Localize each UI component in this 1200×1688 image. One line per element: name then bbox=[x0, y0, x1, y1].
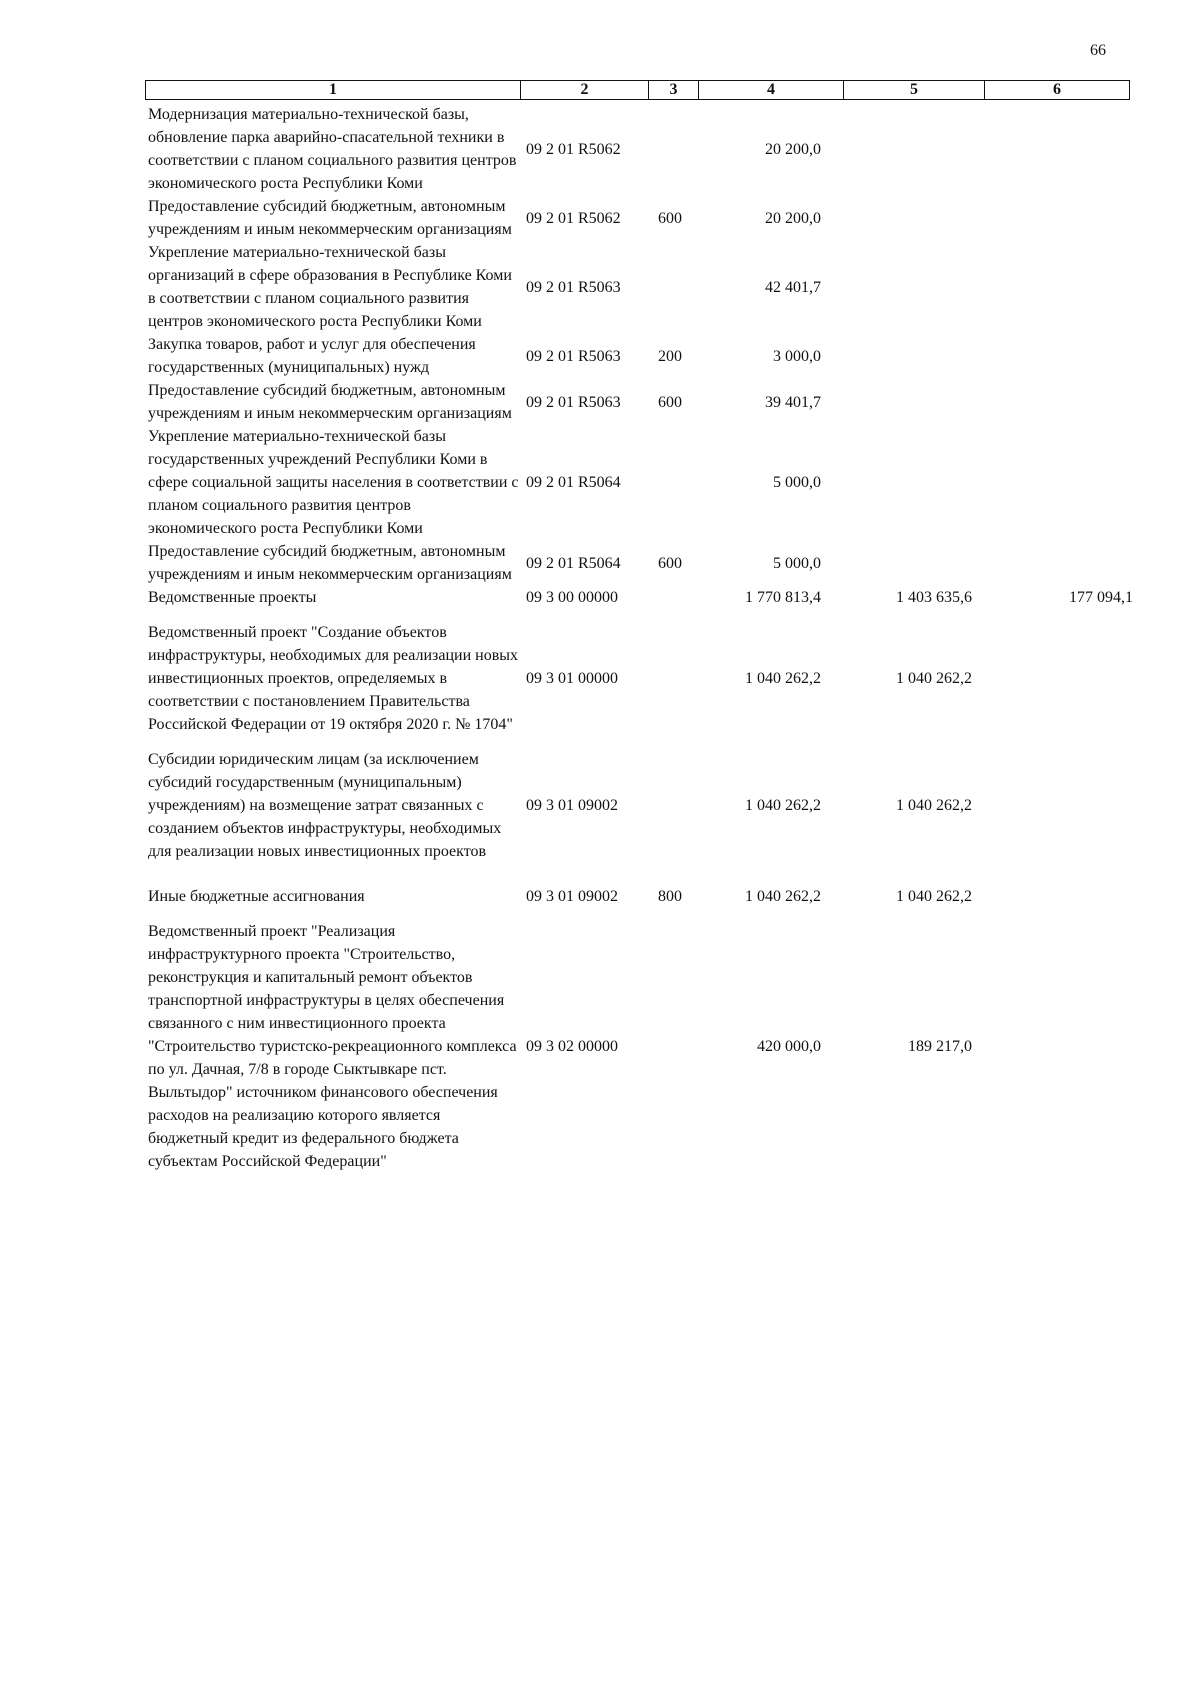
table-row bbox=[148, 540, 1133, 586]
table-row bbox=[148, 920, 1133, 1173]
row-name: Укрепление материально-технической базы государственных учреждений Республики Коми в сфере социальной защиты населения в соответствии с планом социального развития центров экономического роста Республики Коми bbox=[148, 428, 519, 537]
row-col4: 20 200,0 bbox=[765, 209, 821, 227]
row-name: Предоставление субсидий бюджетным, автономным учреждениям и иным некоммерческим организациям bbox=[148, 543, 512, 583]
row-code: 09 2 01 R5064 bbox=[526, 554, 621, 572]
row-name: Ведомственный проект "Создание объектов инфраструктуры, необходимых для реализации новых инвестиционных проектов, определяемых в соответствии с постановлением Правительства Российской Федерации от 19 октября 2020 г. № 1704" bbox=[148, 624, 519, 733]
row-code: 09 2 01 R5062 bbox=[526, 140, 621, 158]
table-row bbox=[148, 586, 1133, 609]
row-col4: 1 040 262,2 bbox=[745, 888, 821, 905]
row-type: 800 bbox=[658, 888, 682, 905]
table-row bbox=[148, 425, 1133, 540]
page-number: 66 bbox=[1090, 42, 1106, 59]
row-code: 09 2 01 R5062 bbox=[526, 209, 621, 227]
row-code: 09 2 01 R5063 bbox=[526, 278, 621, 296]
table-row bbox=[148, 195, 1133, 241]
header-col-5: 5 bbox=[844, 81, 985, 99]
row-col4: 20 200,0 bbox=[765, 140, 821, 158]
row-name: Ведомственные проекты bbox=[148, 589, 317, 606]
row-col6: 177 094,1 bbox=[1069, 589, 1133, 606]
row-code: 09 2 01 R5064 bbox=[526, 474, 621, 491]
row-name: Субсидии юридическим лицам (за исключением субсидий государственным (муниципальным) учреждениям) на возмещение затрат связанных с созданием объектов инфраструктуры, необходимых для реализации новых инвестиционных проектов bbox=[148, 751, 502, 860]
table-row bbox=[148, 621, 1133, 736]
header-col-3: 3 bbox=[649, 81, 699, 99]
row-name: Ведомственный проект "Реализация инфраструктурного проекта "Строительство, реконструкция и капитальный ремонт объектов транспортной инфраструктуры в целях обеспечения связанного с ним инвестиционного проекта "Строительство туристско-рекреационного комплекса по ул. Дачная, 7/8 в городе Сыктывкаре пст. Выльтыдор" источником финансового обеспечения расходов на реализацию которого является бюджетный кредит из федерального бюджета субъектам Российской Федерации" bbox=[148, 923, 517, 1170]
header-col-2: 2 bbox=[521, 81, 649, 99]
row-col4: 42 401,7 bbox=[765, 278, 821, 296]
row-col5: 1 040 262,2 bbox=[896, 888, 972, 905]
row-type: 200 bbox=[658, 347, 682, 365]
row-name: Предоставление субсидий бюджетным, автономным учреждениям и иным некоммерческим организациям bbox=[148, 382, 512, 422]
row-name: Укрепление материально-технической базы организаций в сфере образования в Республике Коми в соответствии с планом социального развития центров экономического роста Республики Коми bbox=[148, 244, 512, 330]
row-code: 09 3 00 00000 bbox=[526, 589, 618, 606]
row-code: 09 3 01 09002 bbox=[526, 797, 618, 814]
row-col5: 1 040 262,2 bbox=[896, 797, 972, 814]
row-col5: 1 040 262,2 bbox=[896, 670, 972, 687]
table-row bbox=[148, 379, 1133, 425]
row-col4: 420 000,0 bbox=[757, 1038, 821, 1055]
row-col4: 5 000,0 bbox=[773, 474, 821, 491]
row-code: 09 3 01 00000 bbox=[526, 670, 618, 687]
header-col-4: 4 bbox=[699, 81, 844, 99]
row-name: Предоставление субсидий бюджетным, автономным учреждениям и иным некоммерческим организациям bbox=[148, 198, 512, 238]
header-col-1: 1 bbox=[146, 81, 521, 99]
table-body bbox=[148, 103, 1133, 1173]
row-name: Закупка товаров, работ и услуг для обеспечения государственных (муниципальных) нужд bbox=[148, 336, 476, 376]
row-code: 09 3 01 09002 bbox=[526, 888, 618, 905]
row-col4: 3 000,0 bbox=[773, 347, 821, 365]
table-row bbox=[148, 241, 1133, 333]
row-col5: 189 217,0 bbox=[908, 1038, 972, 1055]
row-code: 09 3 02 00000 bbox=[526, 1038, 618, 1055]
row-col4: 39 401,7 bbox=[765, 393, 821, 411]
row-name: Модернизация материально-технической базы, обновление парка аварийно-спасательной техники в соответствии с планом социального развития центров экономического роста Республики Коми bbox=[148, 106, 517, 192]
row-col4: 1 040 262,2 bbox=[745, 797, 821, 814]
table-header bbox=[145, 80, 1130, 100]
row-type: 600 bbox=[658, 393, 682, 411]
table-row bbox=[148, 885, 1133, 908]
row-type: 600 bbox=[658, 209, 682, 227]
row-name: Иные бюджетные ассигнования bbox=[148, 888, 365, 905]
row-code: 09 2 01 R5063 bbox=[526, 393, 621, 411]
row-col5: 1 403 635,6 bbox=[896, 589, 972, 606]
row-code: 09 2 01 R5063 bbox=[526, 347, 621, 365]
table-row bbox=[148, 748, 1133, 863]
row-col4: 5 000,0 bbox=[773, 554, 821, 572]
row-type: 600 bbox=[658, 554, 682, 572]
table-row bbox=[148, 333, 1133, 379]
row-col4: 1 040 262,2 bbox=[745, 670, 821, 687]
row-col4: 1 770 813,4 bbox=[745, 589, 821, 606]
header-col-6: 6 bbox=[1053, 81, 1061, 98]
table-row bbox=[148, 103, 1133, 195]
